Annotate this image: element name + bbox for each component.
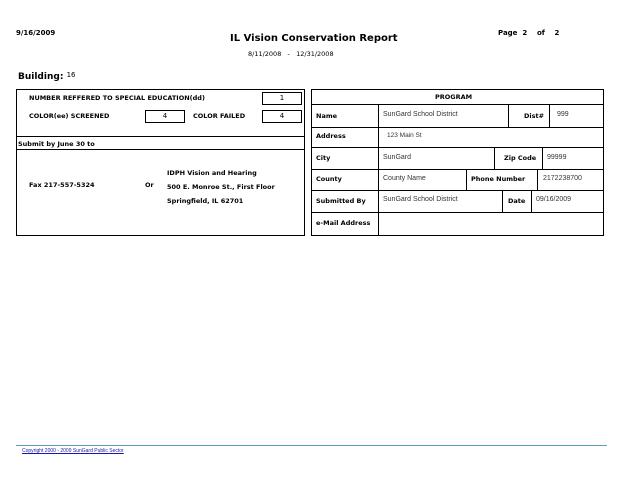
or-label: Or [145,181,154,189]
divider [549,104,550,127]
city-label: City [316,154,331,162]
phone-value: 2172238700 [543,175,582,182]
submitted-label: Submitted By [316,197,366,205]
page-indicator [498,29,559,37]
divider [494,147,495,169]
address-value: 123 Main St [387,132,422,139]
footer-rule [16,445,607,446]
of-label: of [536,29,545,37]
divider [537,169,538,190]
divider [542,147,543,169]
screened-value: 4 [145,110,185,123]
report-title: IL Vision Conservation Report [230,33,398,44]
divider [311,190,604,191]
date-value: 09/16/2009 [536,196,572,203]
fax-number: Fax 217-557-5324 [29,181,95,189]
screened-label: COLOR(ee) SCREENED [29,112,110,120]
city-value: SunGard [383,154,412,161]
failed-value: 4 [262,110,302,123]
dist-value: 999 [557,111,569,118]
referred-label: NUMBER REFFERED TO SPECIAL EDUCATION(dd) [29,94,205,102]
date-label: Date [508,197,526,205]
page-total: 2 [554,29,560,37]
dist-label: Dist# [524,112,545,120]
address-line-2: 500 E. Monroe St., First Floor [167,183,275,191]
email-label: e-Mail Address [316,219,371,227]
zip-value: 99999 [547,154,567,161]
report-date: 9/16/2009 [16,29,56,37]
range-separator: - [287,50,290,58]
divider [508,104,509,127]
address-line-1: IDPH Vision and Hearing [167,169,257,177]
name-value: SunGard School District [383,111,458,118]
name-label: Name [316,112,338,120]
divider [466,169,467,190]
date-range [248,50,334,58]
program-header: PROGRAM [435,93,473,101]
range-end: 12/31/2008 [296,50,334,58]
county-label: County [316,175,342,183]
divider [311,104,604,105]
divider [311,212,604,213]
submitted-value: SunGard School District [383,196,458,203]
page-label: Page [498,29,518,37]
zip-label: Zip Code [504,154,537,162]
divider [311,169,604,170]
address-label: Address [316,132,346,140]
building-value: 16 [66,71,76,79]
divider [311,127,604,128]
divider [531,190,532,212]
divider [311,147,604,148]
building-label-text: Building: [18,72,64,82]
county-value: County Name [383,175,426,182]
divider [16,136,305,137]
address-line-3: Springfield, IL 62701 [167,197,244,205]
phone-label: Phone Number [471,175,526,183]
submit-label: Submit by June 30 to [18,140,95,148]
building-label [18,71,75,82]
divider [378,104,379,236]
range-start: 8/11/2008 [248,50,282,58]
divider [16,149,305,150]
referred-value: 1 [262,92,302,105]
copyright-link[interactable]: Copyright 2000 - 2009 SunGard Public Sector [22,448,124,454]
failed-label: COLOR FAILED [193,112,246,120]
divider [502,190,503,212]
page-number: 2 [522,29,528,37]
